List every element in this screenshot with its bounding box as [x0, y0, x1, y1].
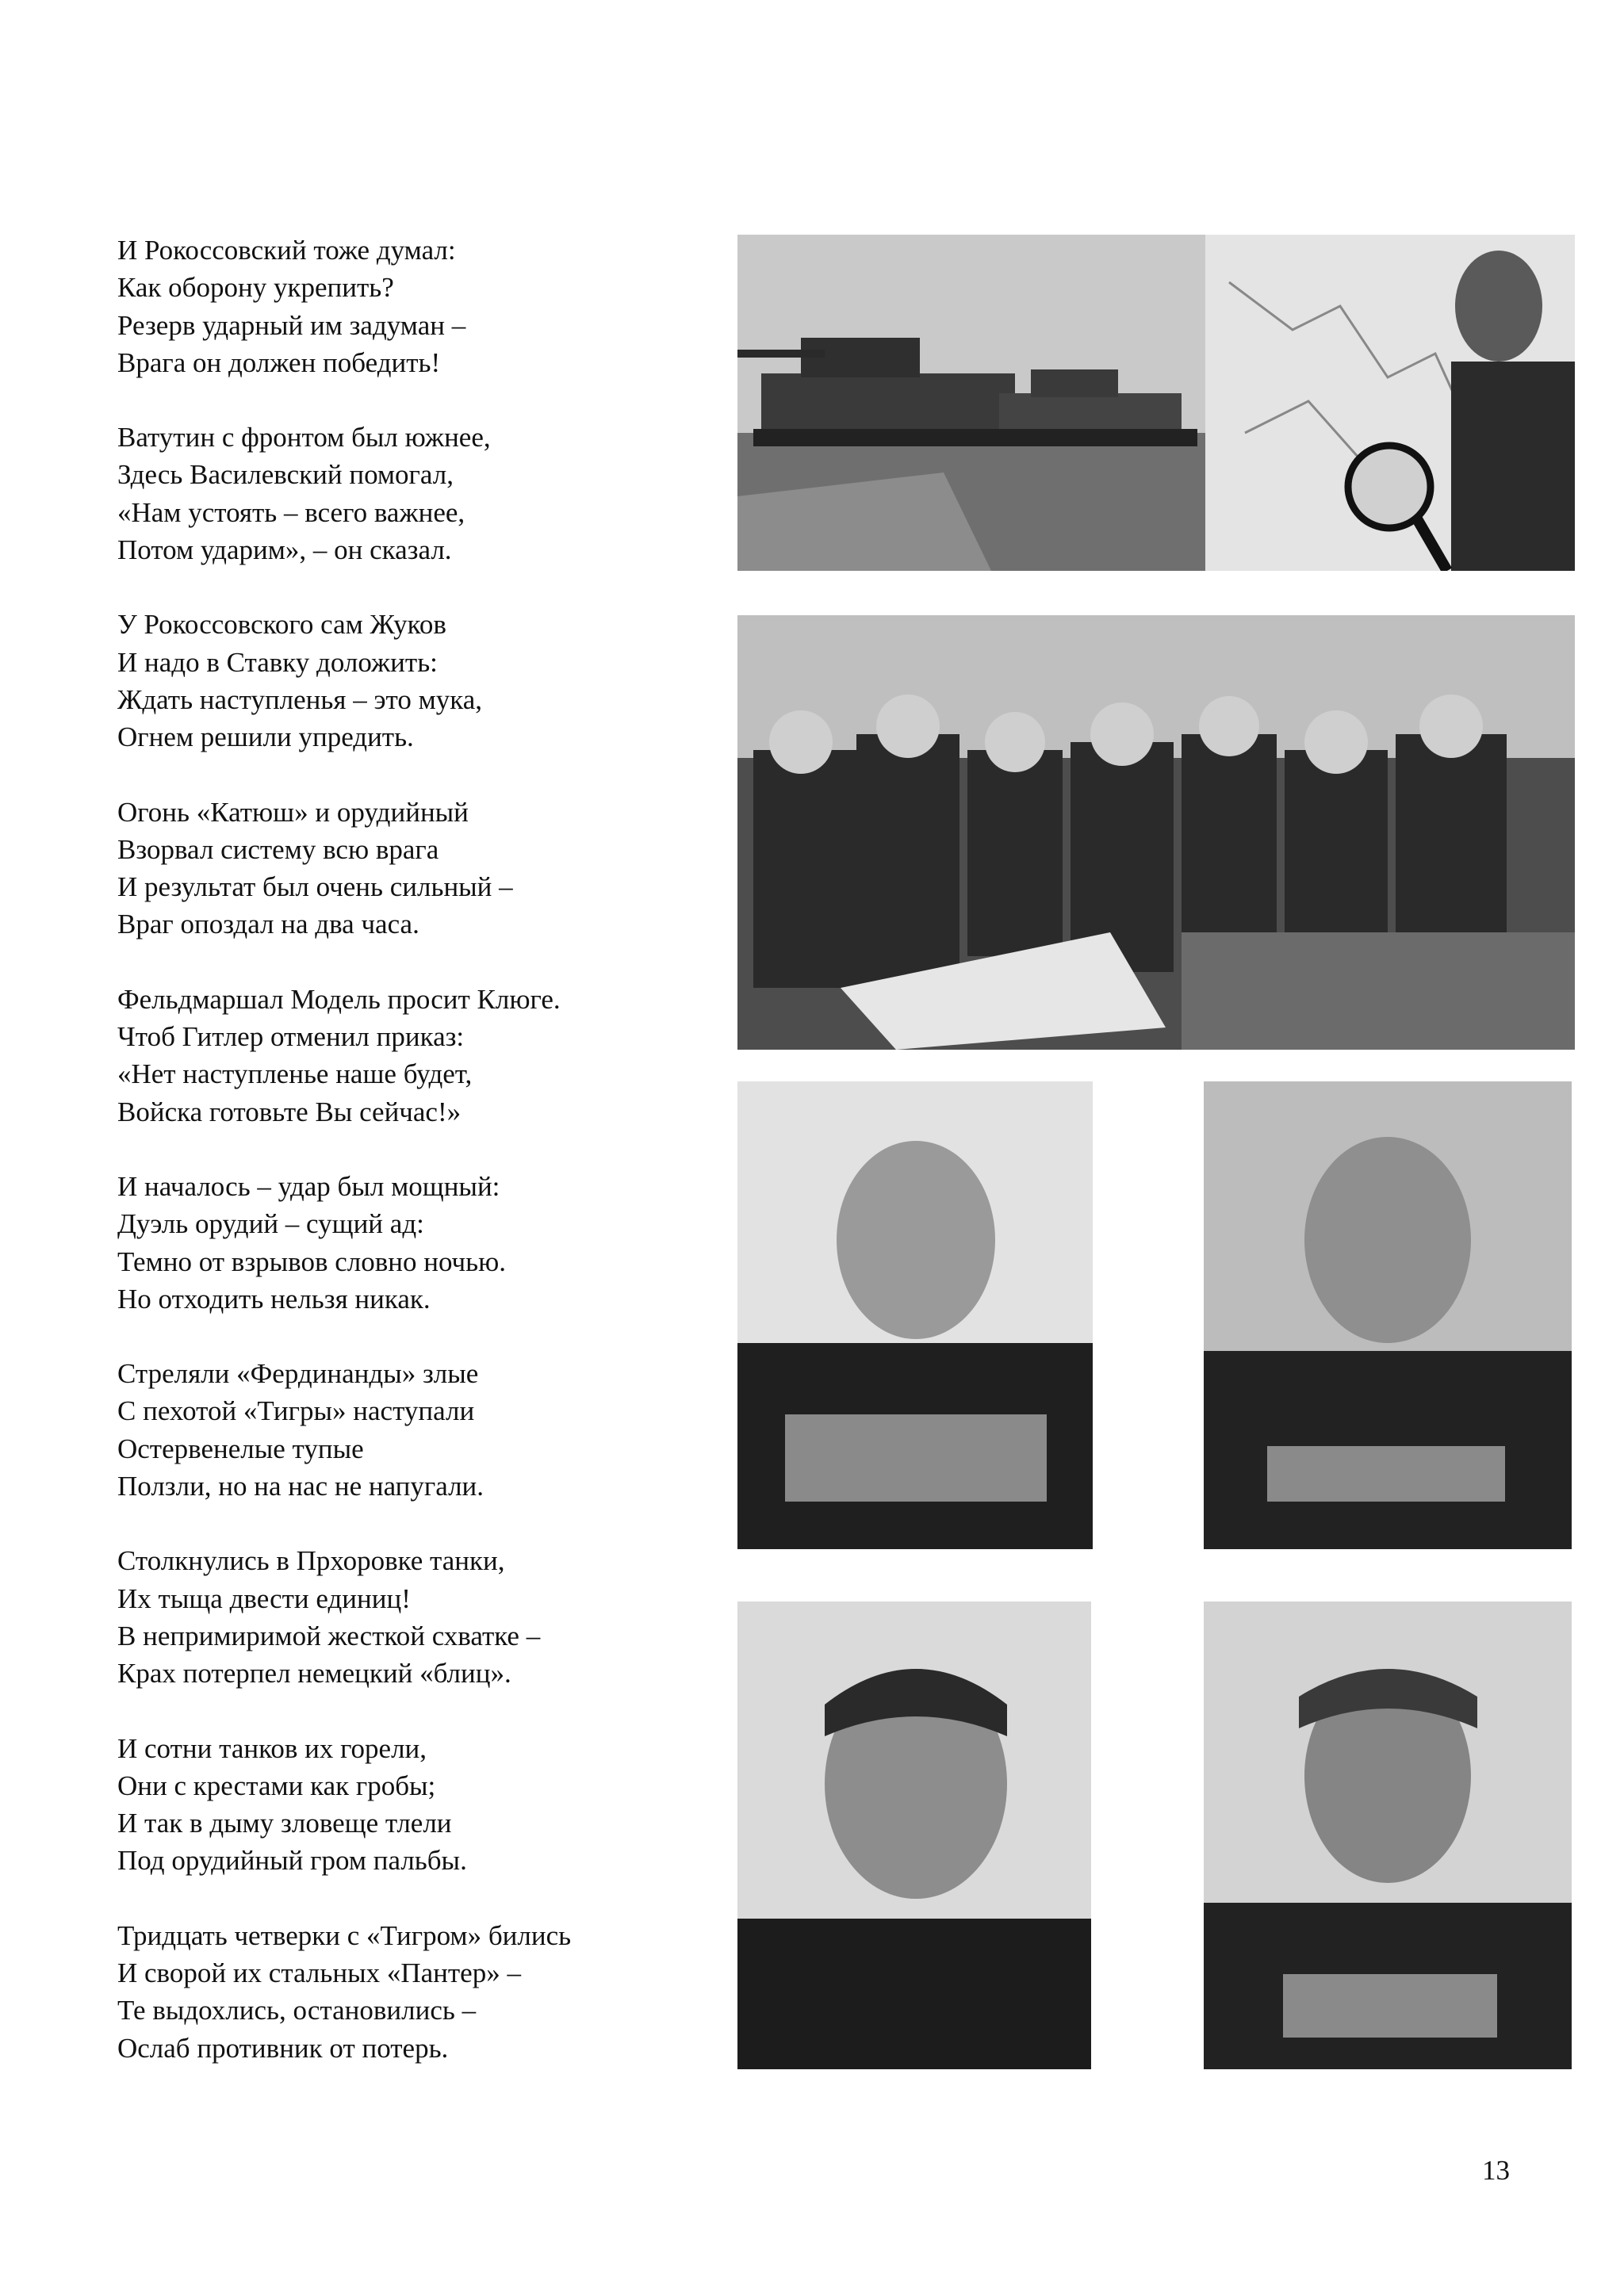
poem-line: Дуэль орудий – сущий ад: [117, 1208, 424, 1240]
stanza [117, 419, 736, 568]
poem-line: Ватутин с фронтом был южнее, [117, 422, 491, 453]
stanza [117, 981, 736, 1131]
poem-line: Но отходить нельзя никак. [117, 1283, 431, 1314]
poem-line: Потом ударим», – он сказал. [117, 534, 452, 566]
stanza [117, 1730, 736, 1880]
poem-line: Ослаб противник от потерь. [117, 2032, 449, 2064]
poem-line: Огнем решили упредить. [117, 721, 414, 753]
poem-line: Как оборону укрепить? [117, 272, 394, 304]
poem-line: И началось – удар был мощный: [117, 1170, 500, 1202]
poem-line: Те выдохлись, остановились – [117, 1995, 477, 2026]
poem-line: И сотни танков их горели, [117, 1732, 427, 1764]
stanza [117, 232, 736, 381]
poem-line: Чтоб Гитлер отменил приказ: [117, 1021, 465, 1053]
poem-line: Враг опоздал на два часа. [117, 909, 419, 940]
poem-line: И так в дыму зловеще тлели [117, 1808, 452, 1839]
portrait-photo [1204, 1081, 1572, 1549]
page-number: 13 [1482, 2155, 1510, 2186]
poem-line: Остервенелые тупые [117, 1433, 364, 1464]
stanza [117, 1917, 736, 2067]
poem-line: Столкнулись в Прхоровке танки, [117, 1545, 505, 1577]
poem-line: И результат был очень сильный – [117, 871, 513, 903]
poem-line: Здесь Василевский помогал, [117, 459, 454, 491]
photo-officers-group [737, 615, 1575, 1050]
stanza [117, 1355, 736, 1505]
poem-line: Под орудийный гром пальбы. [117, 1845, 467, 1877]
poem-text [117, 232, 736, 2104]
portrait-photo [737, 1081, 1093, 1549]
poem-line: Темно от взрывов словно ночью. [117, 1246, 507, 1277]
poem-line: Врага он должен победить! [117, 346, 441, 378]
poem-line: И сворой их стальных «Пантер» – [117, 1957, 521, 1988]
portrait-photo [737, 1601, 1091, 2069]
stanza [117, 1168, 736, 1318]
poem-line: Стреляли «Фердинанды» злые [117, 1358, 479, 1390]
poem-line: Ждать наступленья – это мука, [117, 683, 482, 715]
poem-line: И надо в Ставку доложить: [117, 646, 438, 678]
poem-line: Войска готовьте Вы сейчас!» [117, 1096, 462, 1127]
poem-line: С пехотой «Тигры» наступали [117, 1395, 475, 1427]
photo-tanks-and-map [737, 235, 1575, 571]
poem-line: Взорвал систему всю врага [117, 833, 439, 865]
stanza [117, 1542, 736, 1692]
poem-line: Тридцать четверки с «Тигром» бились [117, 1919, 572, 1951]
poem-line: Они с крестами как гробы; [117, 1770, 436, 1801]
poem-line: «Нам устоять – всего важнее, [117, 496, 465, 528]
poem-line: Огонь «Катюш» и орудийный [117, 796, 469, 828]
poem-line: Их тыща двести единиц! [117, 1582, 411, 1614]
stanza [117, 794, 736, 943]
poem-line: У Рокоссовского сам Жуков [117, 609, 446, 641]
poem-line: «Нет наступленье наше будет, [117, 1058, 473, 1090]
poem-line: Ползли, но на нас не напугали. [117, 1471, 485, 1502]
poem-line: И Рокоссовский тоже думал: [117, 235, 456, 266]
poem-line: Фельдмаршал Модель просит Клюге. [117, 983, 561, 1015]
poem-line: Крах потерпел немецкий «блиц». [117, 1658, 511, 1689]
poem-line: Резерв ударный им задуман – [117, 309, 466, 341]
portrait-photo [1204, 1601, 1572, 2069]
stanza [117, 606, 736, 756]
poem-line: В непримиримой жесткой схватке – [117, 1620, 541, 1651]
